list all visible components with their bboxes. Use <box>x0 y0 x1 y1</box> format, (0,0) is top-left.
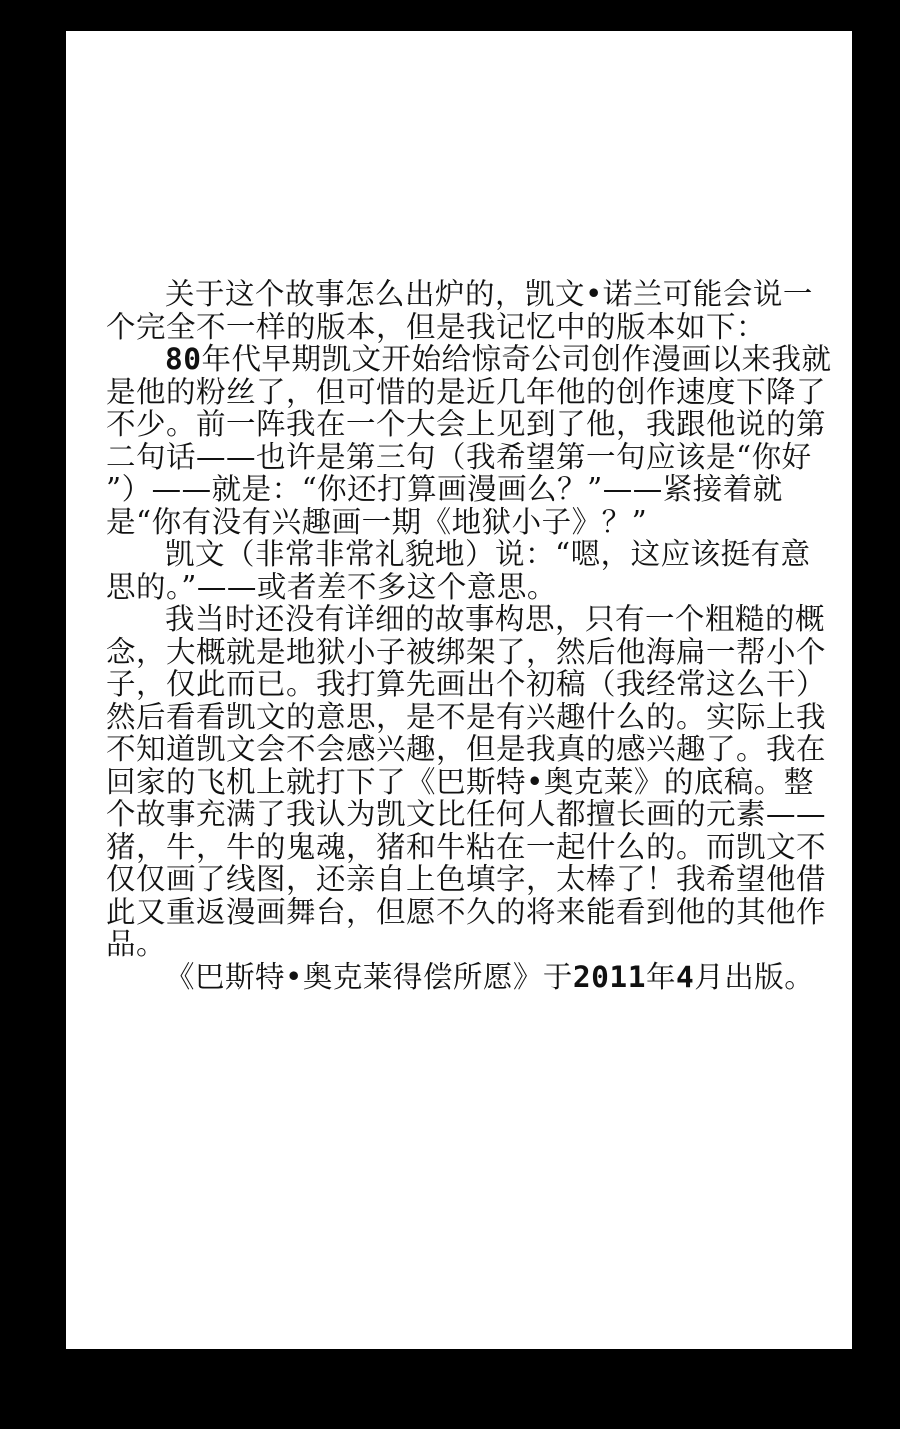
text-line: 是他的粉丝了，但可惜的是近几年他的创作速度下降了 <box>106 374 827 409</box>
text-line: 然后看看凯文的意思，是不是有兴趣什么的。实际上我 <box>106 699 827 734</box>
text-line: 子，仅此而已。我打算先画出个初稿（我经常这么干） <box>106 667 827 701</box>
text-line: 猪，牛，牛的鬼魂，猪和牛粘在一起什么的。而凯文不 <box>106 829 827 864</box>
text-line: 关于这个故事怎么出炉的，凯文•诺兰可能会说一 <box>165 277 813 311</box>
number-text: 4 <box>675 959 695 994</box>
text-line: 我当时还没有详细的故事构思，只有一个粗糙的概 <box>165 602 826 636</box>
text-line: 二句话——也许是第三句（我希望第一句应该是“你好 <box>106 439 812 474</box>
document-page <box>66 31 852 1349</box>
text-line: 个故事充满了我认为凯文比任何人都擅长画的元素—— <box>106 797 827 831</box>
text-line: 此又重返漫画舞台，但愿不久的将来能看到他的其他作 <box>106 894 827 929</box>
text-line: ”）——就是：“你还打算画漫画么？”——紧接着就 <box>106 472 783 506</box>
text-line: 《巴斯特•奥克莱得偿所愿》于2011年4月出版。 <box>165 959 815 994</box>
text-line: 个完全不一样的版本，但是我记忆中的版本如下： <box>106 309 767 344</box>
text-line: 念，大概就是地狱小子被绑架了，然后他海扁一帮小个 <box>106 634 827 669</box>
text-line: 凯文（非常非常礼貌地）说：“嗯，这应该挺有意 <box>165 537 811 571</box>
number-text: 2011 <box>572 959 646 994</box>
text-line: 仅仅画了线图，还亲自上色填字，太棒了！我希望他借 <box>106 862 827 896</box>
document-text <box>106 277 832 994</box>
text-line: 不知道凯文会不会感兴趣，但是我真的感兴趣了。我在 <box>106 732 827 766</box>
text-line: 是“你有没有兴趣画一期《地狱小子》？” <box>106 504 648 539</box>
text-line: 品。 <box>106 927 167 961</box>
number-text: 80 <box>165 342 202 376</box>
text-line: 80年代早期凯文开始给惊奇公司创作漫画以来我就 <box>165 342 832 376</box>
text-line: 思的。”——或者差不多这个意思。 <box>106 569 557 604</box>
text-line: 回家的飞机上就打下了《巴斯特•奥克莱》的底稿。整 <box>106 764 814 799</box>
text-line: 不少。前一阵我在一个大会上见到了他，我跟他说的第 <box>106 407 827 441</box>
